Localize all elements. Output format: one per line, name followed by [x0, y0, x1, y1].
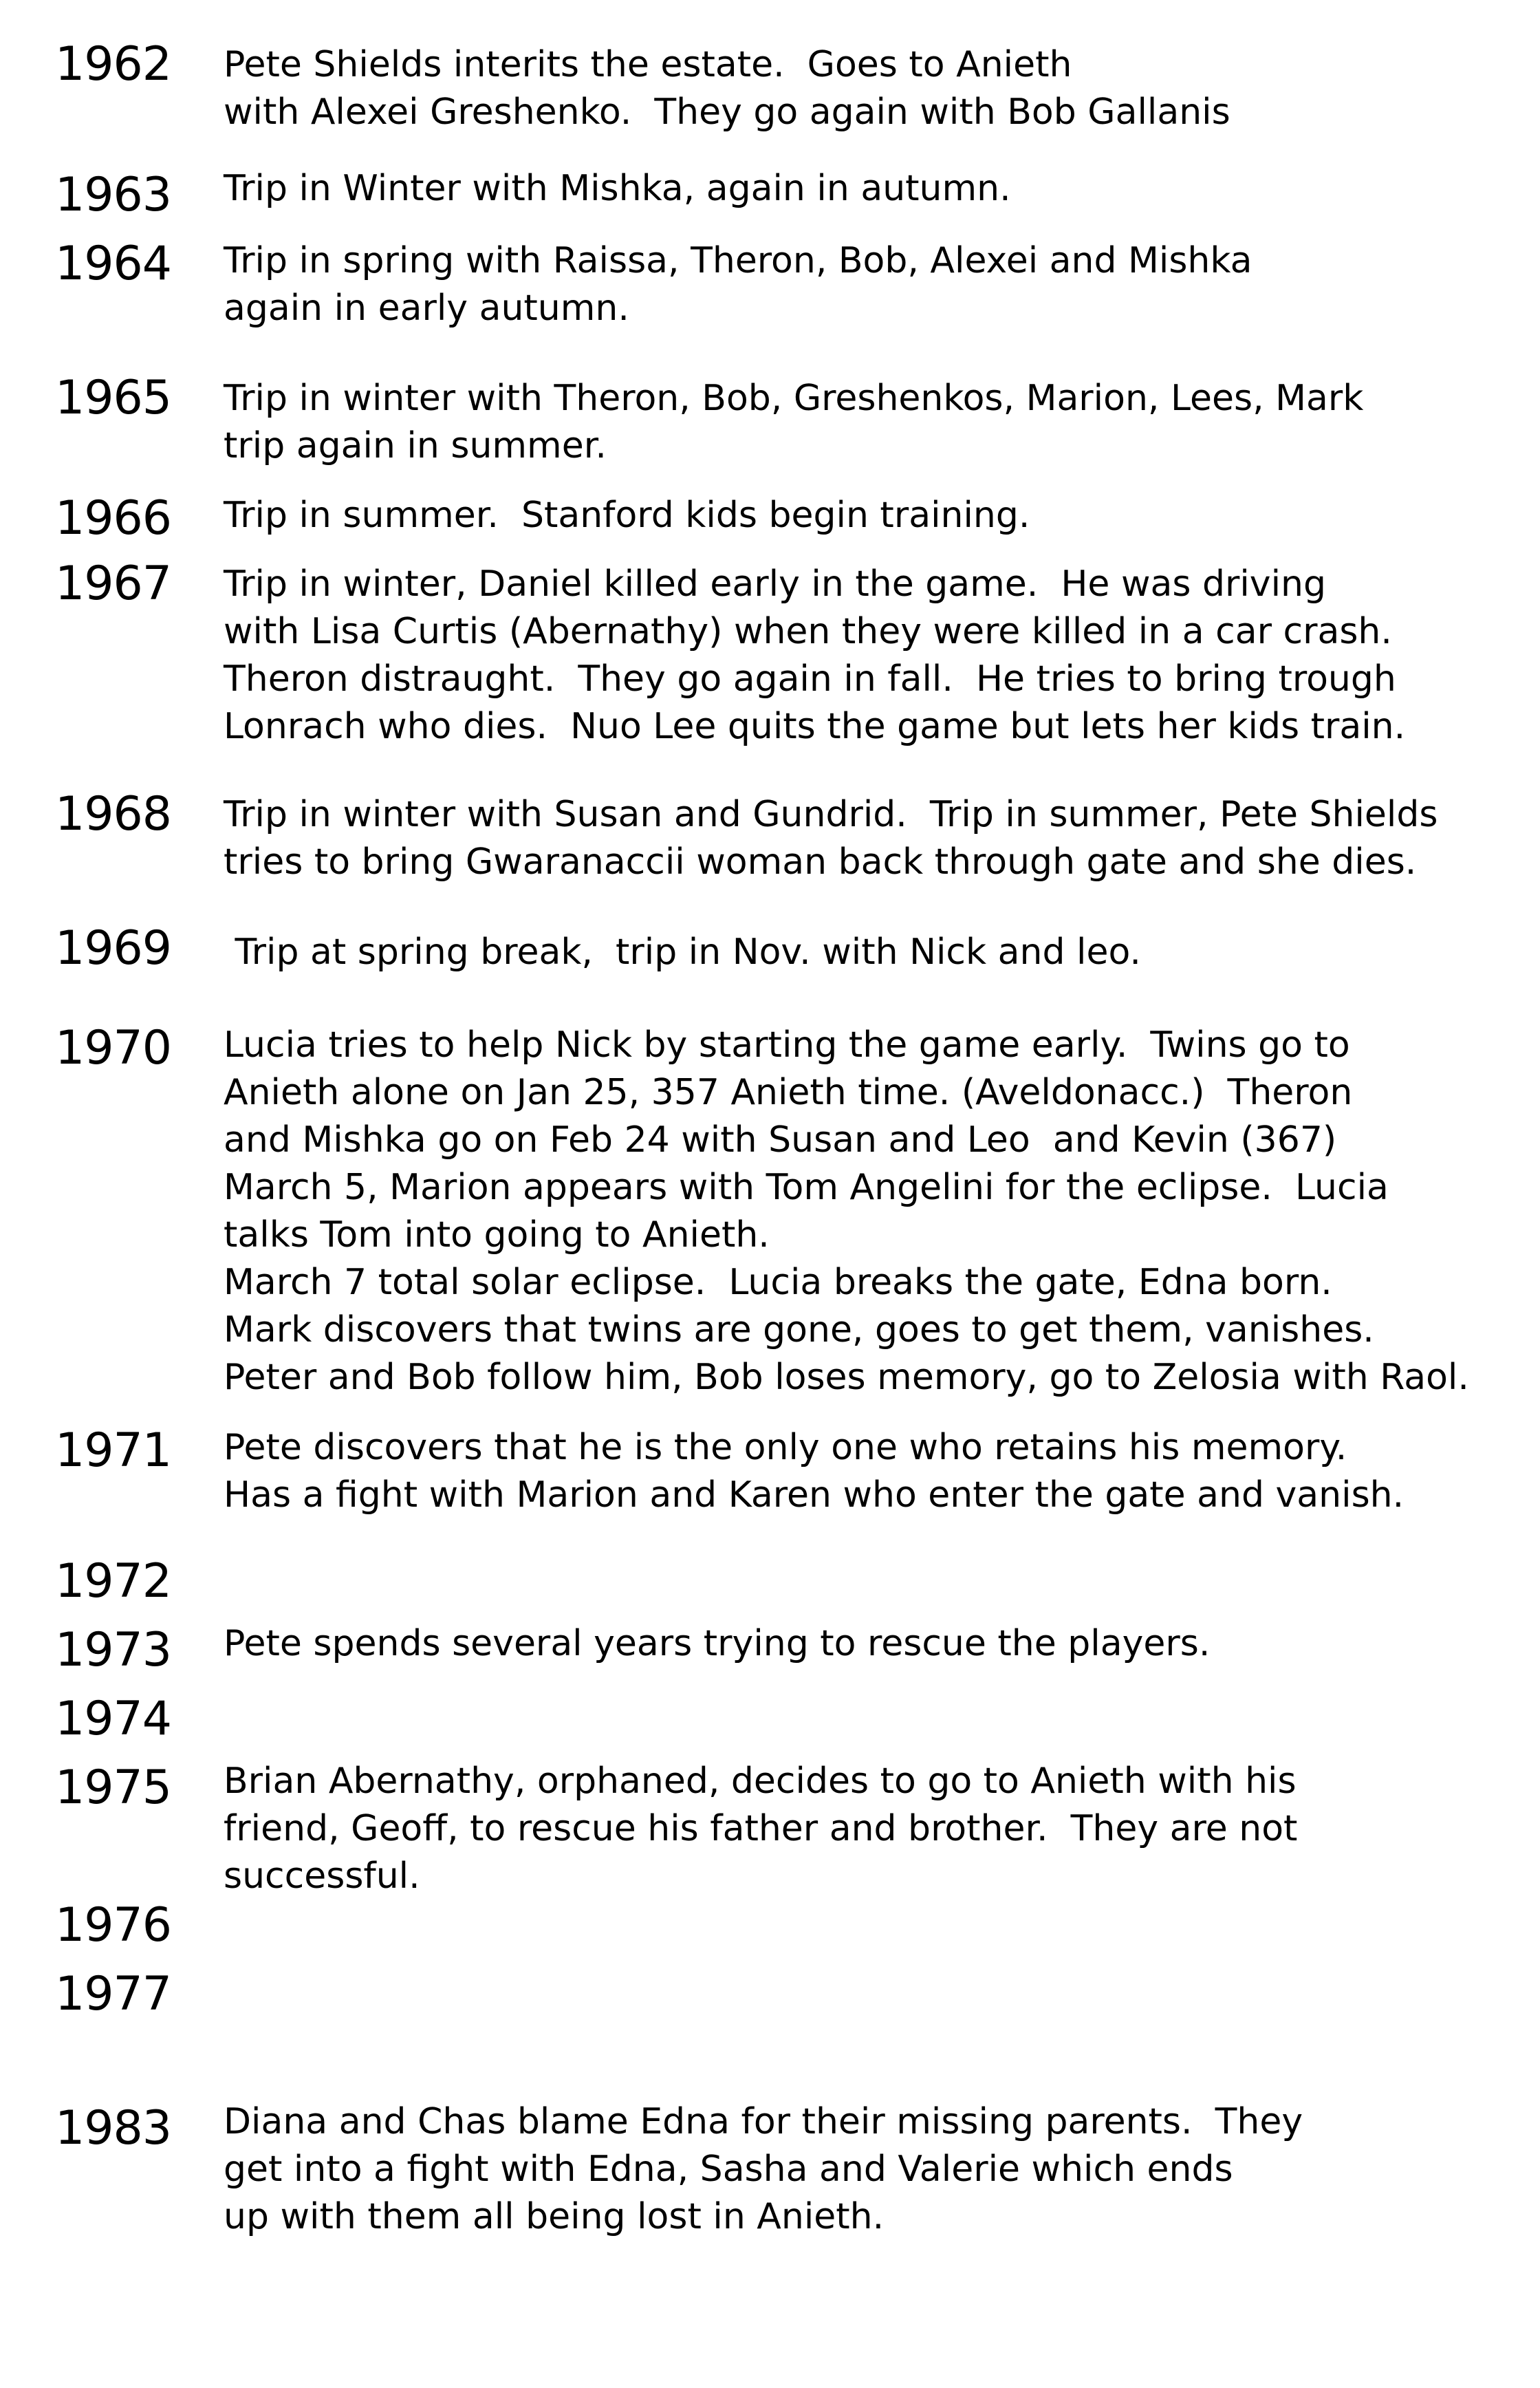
description-line: March 7 total solar eclipse. Lucia breaks the gate, Edna born.	[224, 1262, 1332, 1303]
year-label: 1974	[55, 1692, 172, 1746]
description-line: Lucia tries to help Nick by starting the game early. Twins go to	[224, 1024, 1350, 1066]
entry-description	[224, 237, 1252, 332]
description-line: talks Tom into going to Anieth.	[224, 1214, 770, 1256]
description-line: Diana and Chas blame Edna for their missing parents. They	[224, 2101, 1303, 2142]
year-label: 1970	[55, 1021, 172, 1075]
entry-description	[224, 41, 1230, 136]
year-label: 1977	[55, 1967, 172, 2021]
year-label: 1976	[55, 1898, 172, 1953]
description-line: successful.	[224, 1855, 420, 1897]
description-line: Trip in winter with Susan and Gundrid. Trip in summer, Pete Shields	[224, 794, 1438, 835]
year-label: 1969	[55, 921, 172, 976]
entry-description	[224, 1424, 1404, 1519]
description-line: Pete discovers that he is the only one who retains his memory.	[224, 1427, 1347, 1468]
year-label: 1975	[55, 1761, 172, 1815]
year-label: 1965	[55, 371, 172, 425]
description-line: Pete Shields interits the estate. Goes to Anieth	[224, 44, 1072, 85]
entry-description	[224, 375, 1363, 470]
entry-description	[224, 1620, 1210, 1668]
description-line: with Alexei Greshenko. They go again with Bob Gallanis	[224, 92, 1230, 133]
description-line: Trip in winter with Theron, Bob, Greshenkos, Marion, Lees, Mark	[224, 378, 1364, 419]
entry-description	[224, 1022, 1469, 1401]
description-line: friend, Geoff, to rescue his father and brother. They are not	[224, 1808, 1298, 1849]
entry-description	[224, 165, 1011, 213]
year-label: 1966	[55, 491, 172, 546]
description-line: tries to bring Gwaranaccii woman back through gate and she dies.	[224, 841, 1417, 883]
year-label: 1972	[55, 1554, 172, 1609]
description-line: up with them all being lost in Anieth.	[224, 2196, 885, 2237]
description-line: Trip in Winter with Mishka, again in autumn.	[224, 168, 1011, 209]
description-line: and Mishka go on Feb 24 with Susan and Leo and Kevin (367)	[224, 1119, 1337, 1161]
description-line: Trip at spring break, trip in Nov. with Nick and leo.	[224, 932, 1141, 973]
description-line: March 5, Marion appears with Tom Angelini for the eclipse. Lucia	[224, 1167, 1389, 1208]
description-line: Brian Abernathy, orphaned, decides to go to Anieth with his	[224, 1761, 1297, 1802]
description-line: with Lisa Curtis (Abernathy) when they were killed in a car crash.	[224, 611, 1392, 652]
description-line: trip again in summer.	[224, 425, 607, 466]
description-line: get into a fight with Edna, Sasha and Valerie which ends	[224, 2149, 1233, 2190]
description-line: again in early autumn.	[224, 288, 629, 329]
year-label: 1973	[55, 1623, 172, 1677]
entry-description	[224, 492, 1030, 539]
entry-description	[224, 929, 1141, 976]
description-line: Has a fight with Marion and Karen who enter the gate and vanish.	[224, 1474, 1405, 1516]
entry-description	[224, 1758, 1297, 1900]
year-label: 1983	[55, 2101, 172, 2155]
description-line: Trip in summer. Stanford kids begin training.	[224, 495, 1030, 536]
entry-description	[224, 791, 1438, 886]
description-line: Anieth alone on Jan 25, 357 Anieth time. (Aveldonacc.) Theron	[224, 1072, 1353, 1113]
description-line: Trip in winter, Daniel killed early in the game. He was driving	[224, 563, 1326, 605]
year-label: 1968	[55, 787, 172, 841]
description-line: Theron distraught. They go again in fall. He tries to bring trough	[224, 658, 1396, 700]
year-label: 1962	[55, 37, 172, 92]
entry-description	[224, 561, 1405, 751]
year-label: 1964	[55, 237, 172, 291]
entry-description	[224, 2098, 1303, 2241]
description-line: Trip in spring with Raissa, Theron, Bob, Alexei and Mishka	[224, 240, 1252, 281]
description-line: Pete spends several years trying to rescue the players.	[224, 1623, 1211, 1664]
year-label: 1967	[55, 557, 172, 611]
description-line: Peter and Bob follow him, Bob loses memory, go to Zelosia with Raol.	[224, 1357, 1469, 1398]
description-line: Mark discovers that twins are gone, goes to get them, vanishes.	[224, 1309, 1374, 1351]
year-label: 1971	[55, 1423, 172, 1478]
year-label: 1963	[55, 168, 172, 222]
description-line: Lonrach who dies. Nuo Lee quits the game but lets her kids train.	[224, 706, 1406, 747]
